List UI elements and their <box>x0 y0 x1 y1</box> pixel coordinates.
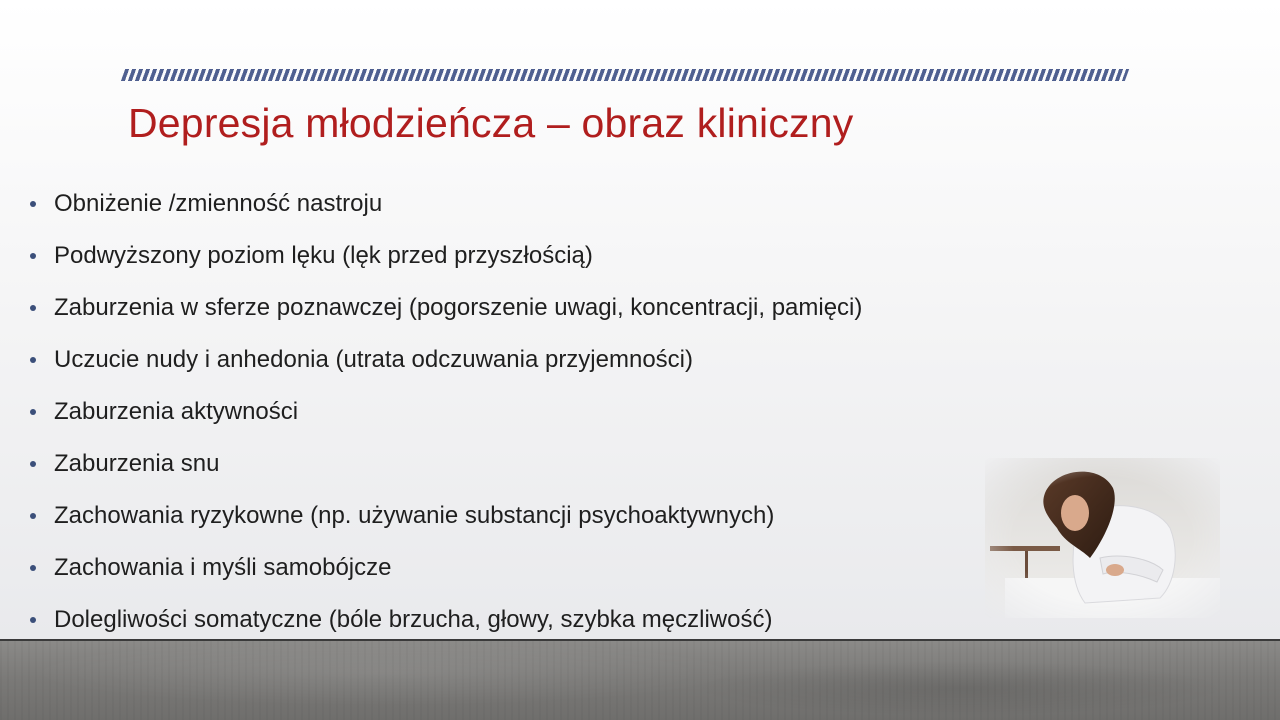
list-item-text: Podwyższony poziom lęku (lęk przed przyszłością) <box>54 242 593 269</box>
list-item <box>30 230 862 282</box>
list-item <box>30 490 862 542</box>
bullet-icon <box>30 357 36 363</box>
bullet-icon <box>30 201 36 207</box>
bullet-list <box>30 178 862 646</box>
list-item-text: Zaburzenia aktywności <box>54 398 299 425</box>
list-item <box>30 178 862 230</box>
list-item-text: Obniżenie /zmienność nastroju <box>54 190 383 217</box>
bullet-icon <box>30 409 36 415</box>
list-item-text: Zachowania i myśli samobójcze <box>54 554 392 581</box>
list-item-text: Zaburzenia w sferze poznawczej (pogorszenie uwagi, koncentracji, pamięci) <box>54 294 863 321</box>
list-item <box>30 282 862 334</box>
bullet-icon <box>30 513 36 519</box>
bullet-icon <box>30 565 36 571</box>
person-in-pain-photo <box>985 458 1220 618</box>
bullet-icon <box>30 461 36 467</box>
floor-background <box>0 641 1280 720</box>
bullet-icon <box>30 253 36 259</box>
list-item <box>30 438 862 490</box>
list-item <box>30 542 862 594</box>
list-item <box>30 334 862 386</box>
decorative-stripe <box>121 69 1129 81</box>
bullet-icon <box>30 617 36 623</box>
photo-illustration <box>985 458 1220 618</box>
list-item-text: Zaburzenia snu <box>54 450 220 477</box>
list-item <box>30 386 862 438</box>
bullet-icon <box>30 305 36 311</box>
list-item-text: Uczucie nudy i anhedonia (utrata odczuwania przyjemności) <box>54 346 693 373</box>
slide-title: Depresja młodzieńcza – obraz kliniczny <box>128 100 854 146</box>
list-item-text: Dolegliwości somatyczne (bóle brzucha, głowy, szybka męczliwość) <box>54 606 773 633</box>
list-item-text: Zachowania ryzykowne (np. używanie substancji psychoaktywnych) <box>54 502 775 529</box>
